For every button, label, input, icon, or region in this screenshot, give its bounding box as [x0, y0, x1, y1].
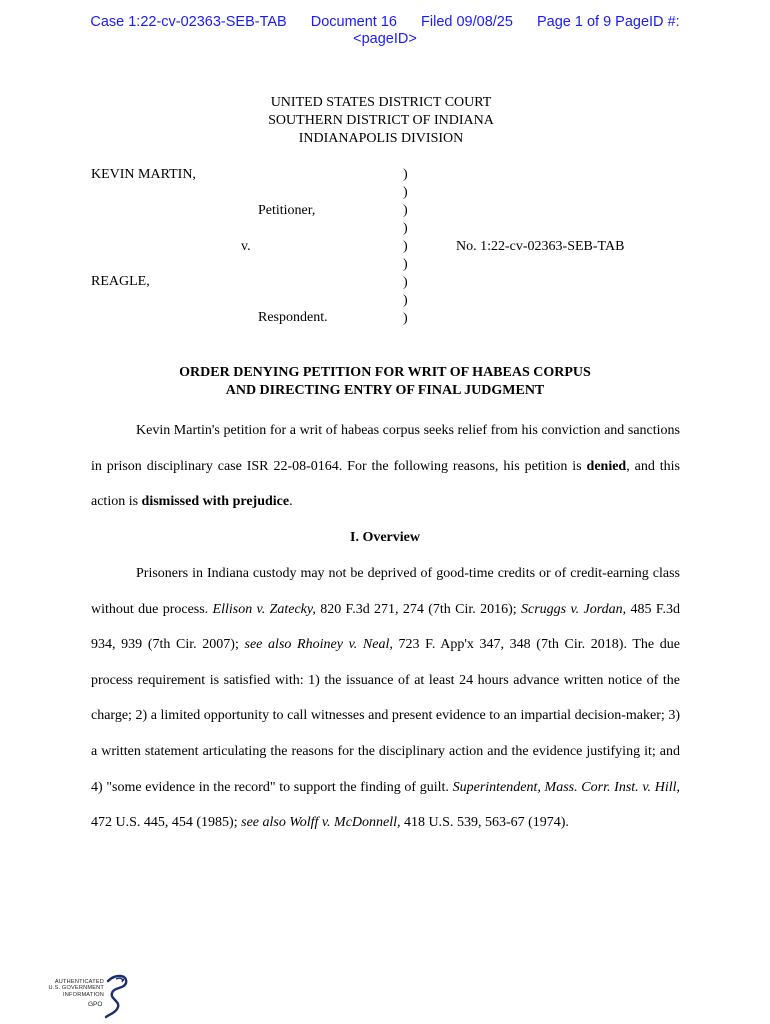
citation-rhoiney: see also Rhoiney v. Neal,: [244, 637, 393, 653]
citation-wolff: see also Wolff v. McDonnell,: [241, 815, 401, 831]
respondent-name: REAGLE,: [91, 274, 150, 289]
caption-paren: ): [403, 293, 408, 308]
header-pageid: <pageID>: [353, 31, 417, 47]
gpo-eagle-icon: [102, 973, 132, 1019]
gpo-mark: GPO: [88, 1001, 103, 1008]
header-filed-date: Filed 09/08/25: [421, 14, 513, 30]
order-title-line-1: ORDER DENYING PETITION FOR WRIT OF HABEAS CORPUS: [179, 365, 591, 380]
citation-ellison: Ellison v. Zatecky,: [212, 601, 316, 617]
intro-text-3: .: [289, 494, 293, 510]
ecf-header: [0, 14, 770, 48]
header-page-info: Page 1 of 9 PageID #:: [536, 14, 680, 30]
caption-paren: ): [403, 203, 408, 218]
court-line-2: SOUTHERN DISTRICT OF INDIANA: [268, 113, 494, 128]
citation-hill: Superintendent, Mass. Corr. Inst. v. Hill: [452, 779, 677, 795]
caption-parentheses: [403, 166, 415, 328]
overview-text-4: 723 F. App'x 347, 348 (7th Cir. 2018). The due process requirement is satisfied with: 1) the issuance of at least 24 hours advance written notice of the charge; 2) a limited opportunity to call witnesses and present evidence to an impartial decision-maker; 3) a written statement articulating the reasons for the disciplinary action and the evidence justifying it; and 4) "some evidence in the record" to support the finding of guilt.: [91, 637, 680, 795]
overview-text-3: 485 F.3d 934, 939 (7th Cir. 2007);: [91, 601, 681, 653]
gpo-line-1: AUTHENTICATED: [54, 979, 104, 985]
case-number: No. 1:22-cv-02363-SEB-TAB: [456, 239, 625, 254]
gpo-line-2: U.S. GOVERNMENT: [48, 985, 104, 992]
overview-text-5: , 472 U.S. 445, 454 (1985);: [91, 779, 680, 831]
court-name-block: [0, 94, 762, 148]
caption-paren: ): [403, 221, 408, 236]
overview-paragraph: [91, 556, 680, 841]
caption-paren: ): [403, 167, 408, 182]
section-heading-overview: I. Overview: [350, 530, 420, 545]
petitioner-role: Petitioner,: [258, 203, 316, 218]
caption-paren: ): [403, 239, 408, 254]
caption-paren: ): [403, 275, 408, 290]
gpo-authenticated-logo: [44, 973, 134, 1019]
caption-paren: ): [403, 257, 408, 272]
court-line-1: UNITED STATES DISTRICT COURT: [270, 95, 492, 110]
caption-paren: ): [403, 185, 408, 200]
intro-text-1: Kevin Martin's petition for a writ of habeas corpus seeks relief from his conviction and sanctions in prison disciplinary case ISR 22-08-0164. For the following reasons, his petition is: [91, 423, 680, 474]
versus: v.: [241, 239, 251, 254]
citation-scruggs: Scruggs v. Jordan,: [521, 601, 627, 617]
overview-text-2: 820 F.3d 271, 274 (7th Cir. 2016);: [315, 601, 522, 617]
intro-paragraph: [91, 413, 680, 520]
intro-text-2: , and this action is: [91, 458, 680, 510]
petitioner-name: KEVIN MARTIN,: [91, 167, 196, 182]
order-title: [0, 364, 770, 400]
order-title-line-2: AND DIRECTING ENTRY OF FINAL JUDGMENT: [225, 383, 545, 398]
intro-bold-dismissed: dismissed with prejudice: [141, 494, 290, 510]
caption-paren: ): [403, 311, 408, 326]
gpo-logo-text: [44, 979, 104, 998]
overview-text-6: 418 U.S. 539, 563-67 (1974).: [400, 815, 569, 831]
gpo-line-3: INFORMATION: [63, 991, 104, 998]
overview-text-1: Prisoners in Indiana custody may not be deprived of good-time credits or of credit-earning class without due process.: [91, 566, 680, 617]
intro-bold-denied: denied: [586, 458, 627, 474]
header-case-number: Case 1:22-cv-02363-SEB-TAB: [90, 14, 287, 30]
header-document: Document 16: [310, 14, 397, 30]
court-line-3: INDIANAPOLIS DIVISION: [298, 131, 464, 146]
respondent-role: Respondent.: [258, 310, 328, 325]
